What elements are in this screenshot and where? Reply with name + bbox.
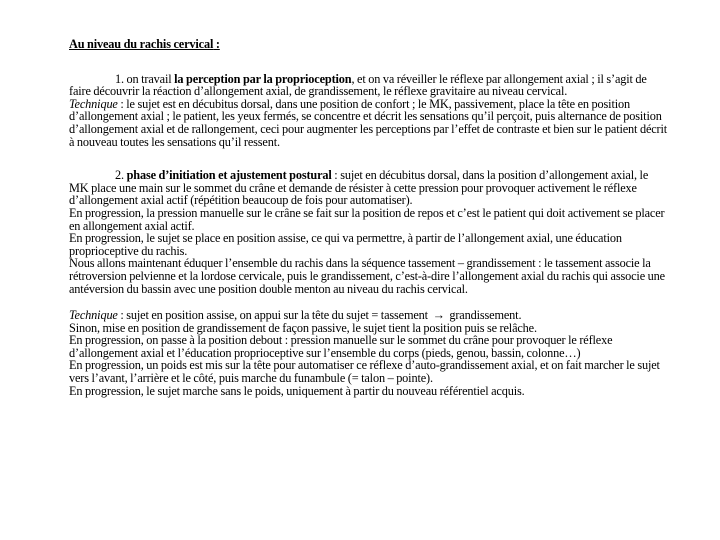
section2-education-paragraph: Nous allons maintenant éduquer l’ensemble du rachis dans la séquence tassement – grandissement : le tassement associe la rétroversion pelvienne et la lordose cervicale, puis le grandissement, c’est-à-dire l’allongement axial du rachis qui associe une antéversion du bassin avec une position double menton au niveau du rachis cervical. <box>69 256 665 296</box>
heading-colon: : <box>213 37 220 51</box>
section1-technique-text: : le sujet est en décubitus dorsal, dans une position de confort ; le MK, passivement, place la tête en position d’allongement axial ; le patient, les yeux fermés, se concentre et décrit les sensations qu’il perçoit, puis alternance de position d’allongement axial et de rallongement, ceci pour augmenter les perceptions par l’effet de contraste et bien sur le patient décrit à nouveau toutes les sensations qu’il ressent. <box>69 96 668 149</box>
section2-progression2-paragraph: En progression, le sujet se place en position assise, ce qui va permettre, à partir de l’allongement axial, une éducation proprioceptive du rachis. <box>69 231 622 258</box>
heading-title: Au niveau du rachis cervical <box>69 37 214 51</box>
section2-bold-title: phase d’initiation et ajustement postural <box>126 168 332 183</box>
section3-line2-paragraph: Sinon, mise en position de grandissement de façon passive, le sujet tient la position puis se relâche. <box>69 320 537 335</box>
section2-progression1-paragraph: En progression, la pression manuelle sur le crâne se fait sur la position de repos et c’est le patient qui doit activement se placer en allongement axial actif. <box>69 205 665 233</box>
section1-technique-paragraph <box>69 98 669 148</box>
section3-line4-paragraph: En progression, un poids est mis sur la tête pour automatiser ce réflexe d’auto-grandissement axial, et on fait marcher le sujet vers l’avant, l’arrière et le côté, puis marche du funambule (= talon – pointe). <box>69 358 660 386</box>
section3-line3-paragraph: En progression, on passe à la position debout : pression manuelle sur le sommet du crâne pour provoquer le réflexe d’allongement axial et l’éducation proprioceptive sur l’ensemble du corps (pieds, genou, bassin, colonne…) <box>69 333 613 360</box>
section3-technique-text: : sujet en position assise, on appui sur la tête du sujet = tassement <box>117 308 431 323</box>
right-arrow-icon: → <box>432 308 445 323</box>
section1-number: 1. on travail <box>115 71 175 86</box>
section2-intro-paragraph <box>69 169 669 207</box>
section3-line5-paragraph: En progression, le sujet marche sans le poids, uniquement à partir du nouveau référentiel acquis. <box>69 383 525 398</box>
section2-number: 2. <box>115 168 127 183</box>
section2-intro-text: : sujet en décubitus dorsal, dans la position d’allongement axial, le MK place une main sur le sommet du crâne et demande de résister à cette pression pour provoquer activement le réflexe d’allongement axial actif (répétition beaucoup de fois pour automatiser). <box>69 168 649 208</box>
section3-technique-label: Technique <box>69 308 118 323</box>
section-heading <box>69 38 669 51</box>
section3-technique-paragraph <box>69 309 669 322</box>
document-page <box>69 38 669 397</box>
section3-technique-end: grandissement. <box>446 308 522 323</box>
section1-intro-paragraph <box>69 73 669 98</box>
section1-bold-title: la perception par la proprioception <box>174 71 352 86</box>
section1-technique-label: Technique <box>69 96 118 111</box>
section1-intro-text: , et on va réveiller le réflexe par allongement axial ; il s’agit de faire découvrir la réaction d’allongement axial, de grandissement, le réflexe gravitaire au niveau cervical. <box>69 71 647 99</box>
